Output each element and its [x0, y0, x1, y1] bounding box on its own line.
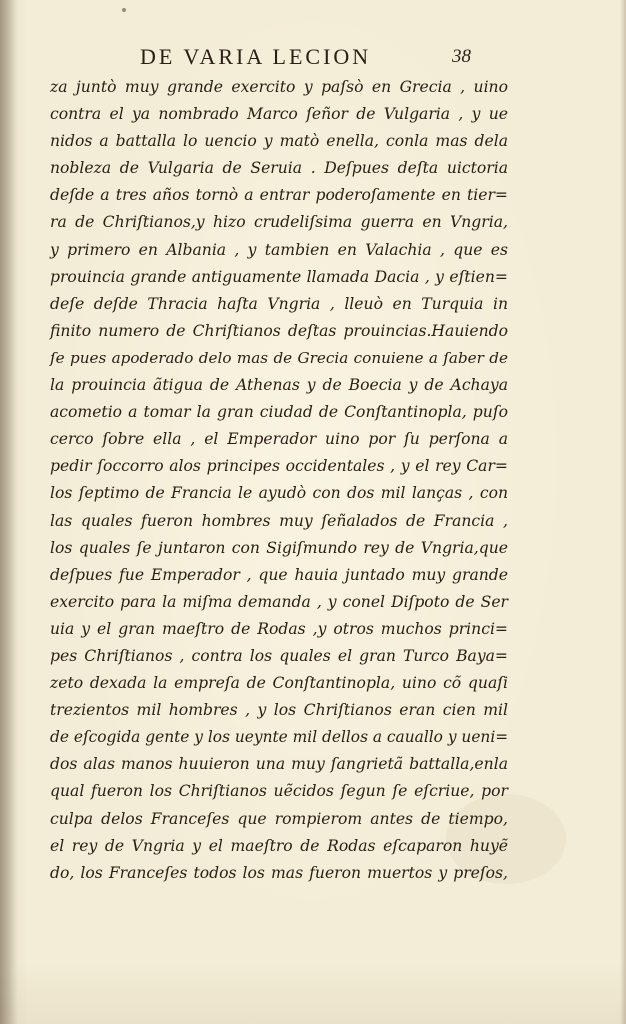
folio-number: 38 — [452, 46, 471, 67]
text-line: y primero en Albania , y tambien en Valachia , que es — [50, 240, 508, 259]
gutter-shadow — [0, 0, 18, 1024]
text-line: deſde a tres años tornò a entrar poderoſamente en tier= — [50, 186, 508, 205]
text-line: contra el ya nombrado Marco ſeñor de Vulgaria , y ue — [50, 105, 508, 124]
text-line: dos alas manos huuieron una muy ſangrietã battalla,enla — [50, 755, 508, 774]
text-line: pedir ſoccorro alos principes occidentales , y el rey Car= — [50, 457, 508, 476]
text-line: los quales ſe juntaron con Sigiſmundo rey de Vngria,que — [50, 538, 508, 557]
text-line: las quales fueron hombres muy ſeñalados de Francia , — [50, 511, 508, 530]
text-line: exercito para la miſma demanda , y conel Diſpoto de Ser — [50, 592, 508, 611]
text-line: cerco ſobre ella , el Emperador uino por ſu perſona a — [50, 430, 508, 449]
running-title: DE VARIA LECION — [140, 44, 372, 69]
text-line: nobleza de Vulgaria de Seruia . Deſpues deſta uictoria — [50, 159, 508, 178]
text-line: deſpues fue Emperador , que hauia juntado muy grande — [50, 565, 508, 584]
text-line: la prouincia ãtigua de Athenas y de Boecia y de Achaya — [50, 376, 508, 395]
page-edge — [620, 0, 626, 1024]
text-line: qual fueron los Chriſtianos uẽcidos ſegun ſe eſcriue, por — [50, 782, 508, 801]
text-line: de eſcogida gente y los ueynte mil dellos a cauallo y ueni= — [50, 728, 509, 747]
text-line: los ſeptimo de Francia le ayudò con dos mil lanças , con — [50, 484, 508, 503]
text-line: finito numero de Chriſtianos deſtas prouincias.Hauiendo — [50, 321, 508, 340]
text-line: deſe deſde Thracia haſta Vngria , lleuò en Turquia in — [50, 294, 508, 313]
body-text — [50, 74, 508, 887]
text-line: za juntò muy grande exercito y paſsò en Grecia , uino — [50, 78, 508, 96]
ink-fleck — [122, 8, 126, 12]
text-line: nidos a battalla lo uencio y matò enella, conla mas dela — [50, 132, 508, 151]
text-line: pes Chriſtianos , contra los quales el gran Turco Baya= — [50, 646, 508, 665]
text-line: zeto dexada la empreſa de Conſtantinopla, uino cõ quaſi — [50, 674, 508, 693]
text-line: acometio a tomar la gran ciudad de Conſtantinopla, puſo — [50, 403, 508, 422]
text-line: prouincia grande antiguamente llamada Dacia , y eſtien= — [50, 267, 508, 286]
text-line: el rey de Vngria y el maeſtro de Rodas eſcaparon huyẽ — [50, 836, 508, 855]
page-header — [0, 44, 626, 76]
text-line: ra de Chriſtianos,y hizo crudeliſsima guerra en Vngria, — [50, 213, 508, 232]
text-line: ſe pues apoderado delo mas de Grecia conuiene a ſaber de — [50, 348, 508, 367]
text-line: trezientos mil hombres , y los Chriſtianos eran cien mil — [50, 701, 508, 720]
text-line: do, los Franceſes todos los mas fueron muertos y preſos, — [50, 863, 508, 882]
text-line: culpa delos Franceſes que rompierom antes de tiempo, — [50, 809, 508, 828]
text-line: uia y el gran maeſtro de Rodas ,y otros muchos princi= — [50, 619, 508, 638]
